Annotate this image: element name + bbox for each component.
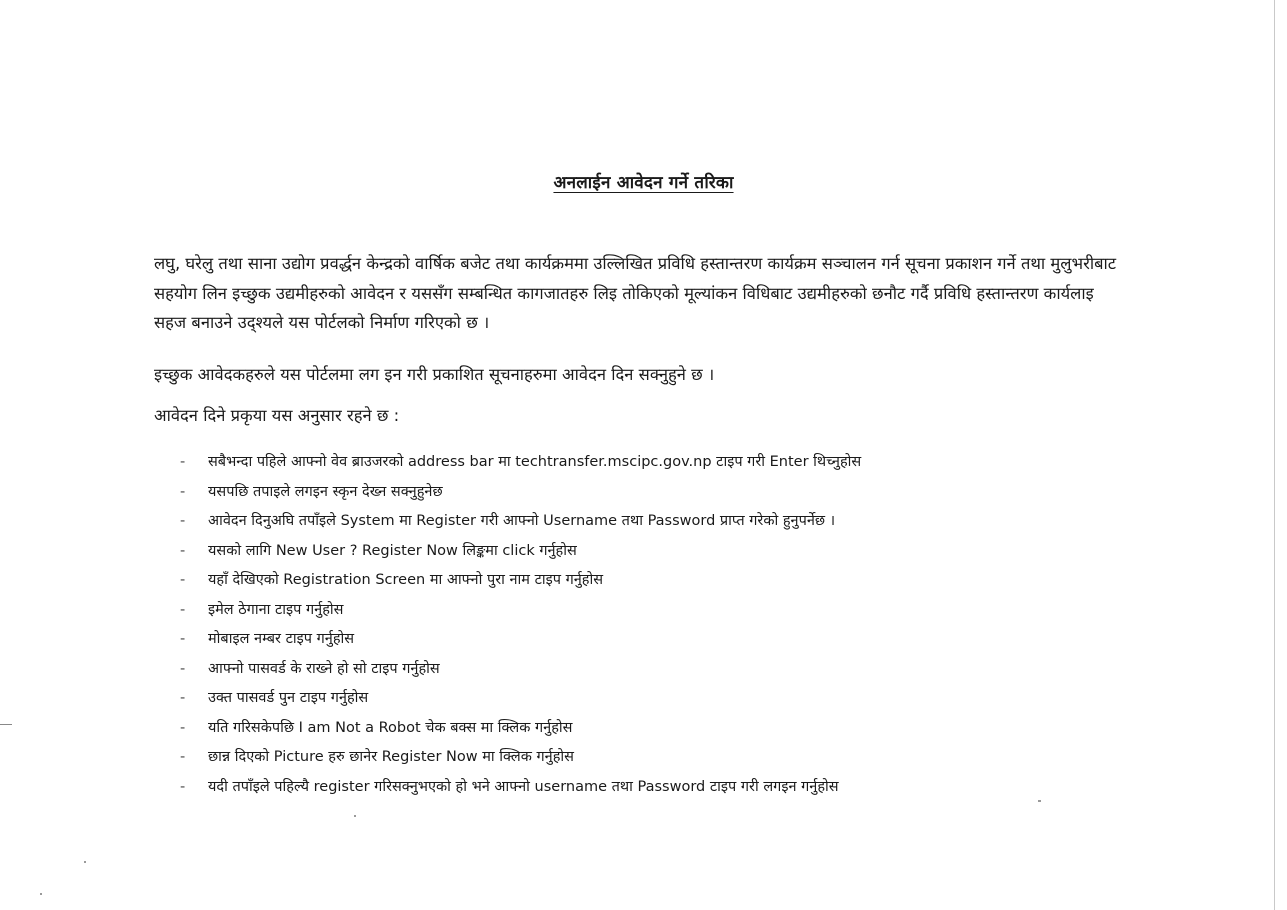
scan-speck bbox=[84, 861, 86, 863]
bullet-dash: - bbox=[180, 631, 186, 647]
login-note-paragraph: इच्छुक आवेदकहरुले यस पोर्टलमा लग इन गरी प्रकाशित सूचनाहरुमा आवेदन दिन सक्नुहुने छ । bbox=[154, 365, 715, 384]
list-item bbox=[180, 478, 861, 508]
steps-list bbox=[180, 448, 861, 802]
bullet-dash: - bbox=[180, 778, 186, 795]
bullet-dash: - bbox=[180, 572, 186, 588]
list-item bbox=[180, 743, 861, 773]
list-item bbox=[180, 507, 861, 537]
step-text: सबैभन्दा पहिले आफ्नो वेव ब्राउजरको address bar मा techtransfer.mscipc.gov.np टाइप गरी Enter थिच्नुहोस bbox=[208, 454, 862, 470]
list-item bbox=[180, 448, 861, 478]
bullet-dash: - bbox=[180, 513, 186, 529]
list-item bbox=[180, 655, 861, 685]
step-text: यति गरिसकेपछि I am Not a Robot चेक बक्स मा क्लिक गर्नुहोस bbox=[208, 719, 573, 736]
bullet-dash: - bbox=[180, 690, 186, 706]
scan-speck bbox=[40, 893, 42, 895]
step-text: आवेदन दिनुअघि तपाँइले System मा Register गरी आफ्नो Username तथा Password प्राप्त गरेको हुनुपर्नेछ । bbox=[208, 513, 836, 529]
list-item bbox=[180, 537, 861, 567]
bullet-dash: - bbox=[180, 542, 186, 559]
step-text: यसको लागि New User ? Register Now लिङ्कमा click गर्नुहोस bbox=[208, 542, 577, 559]
step-text: आफ्नो पासवर्ड के राख्ने हो सो टाइप गर्नुहोस bbox=[208, 660, 440, 677]
step-text: यहाँ देखिएको Registration Screen मा आफ्नो पुरा नाम टाइप गर्नुहोस bbox=[208, 572, 604, 588]
page-title: अनलाईन आवेदन गर्ने तरिका bbox=[553, 173, 734, 193]
step-text: छान्न दिएको Picture हरु छानेर Register Now मा क्लिक गर्नुहोस bbox=[208, 749, 574, 765]
bullet-dash: - bbox=[180, 454, 186, 470]
list-item bbox=[180, 625, 861, 655]
list-item bbox=[180, 684, 861, 714]
intro-paragraph: लघु, घरेलु तथा साना उद्योग प्रवर्द्धन केन्द्रको वार्षिक बजेट तथा कार्यक्रममा उल्लिखित प्रविधि हस्तान्तरण कार्यक्रम सञ्चालन गर्न सूचना प्रकाशन गर्ने तथा मुलुभरीबाट सहयोग लिन इच्छुक उद्यमीहरुको आवेदन र यससँग सम्बन्धित कागजातहरु लिइ तोकिएको मूल्यांकन विधिबाट उद्यमीहरुको छनौट गर्दै प्रविधि हस्तान्तरण कार्यलाइ सहज बनाउने उद्श्यले यस पोर्टलको निर्माण गरिएको छ । bbox=[154, 254, 1117, 332]
list-item bbox=[180, 714, 861, 744]
list-item bbox=[180, 566, 861, 596]
scan-edge-line bbox=[1274, 0, 1275, 910]
scan-speck bbox=[354, 815, 356, 817]
step-text: मोबाइल नम्बर टाइप गर्नुहोस bbox=[208, 631, 355, 647]
bullet-dash: - bbox=[180, 749, 186, 765]
step-text: इमेल ठेगाना टाइप गर्नुहोस bbox=[208, 601, 344, 618]
list-item bbox=[180, 596, 861, 626]
scan-margin-mark bbox=[0, 724, 12, 725]
bullet-dash: - bbox=[180, 719, 186, 736]
bullet-dash: - bbox=[180, 601, 186, 618]
step-text: यसपछि तपाइले लगइन स्कृन देख्न सक्नुहुनेछ bbox=[208, 483, 443, 500]
process-heading: आवेदन दिने प्रकृया यस अनुसार रहने छ : bbox=[154, 406, 400, 425]
step-text: उक्त पासवर्ड पुन टाइप गर्नुहोस bbox=[208, 690, 369, 706]
scan-speck bbox=[1038, 800, 1041, 802]
bullet-dash: - bbox=[180, 660, 186, 677]
list-item bbox=[180, 773, 861, 803]
step-text: यदी तपाँइले पहिल्यै register गरिसक्नुभएको हो भने आफ्नो username तथा Password टाइप गरी लगइन गर्नुहोस bbox=[208, 778, 839, 795]
bullet-dash: - bbox=[180, 483, 186, 500]
